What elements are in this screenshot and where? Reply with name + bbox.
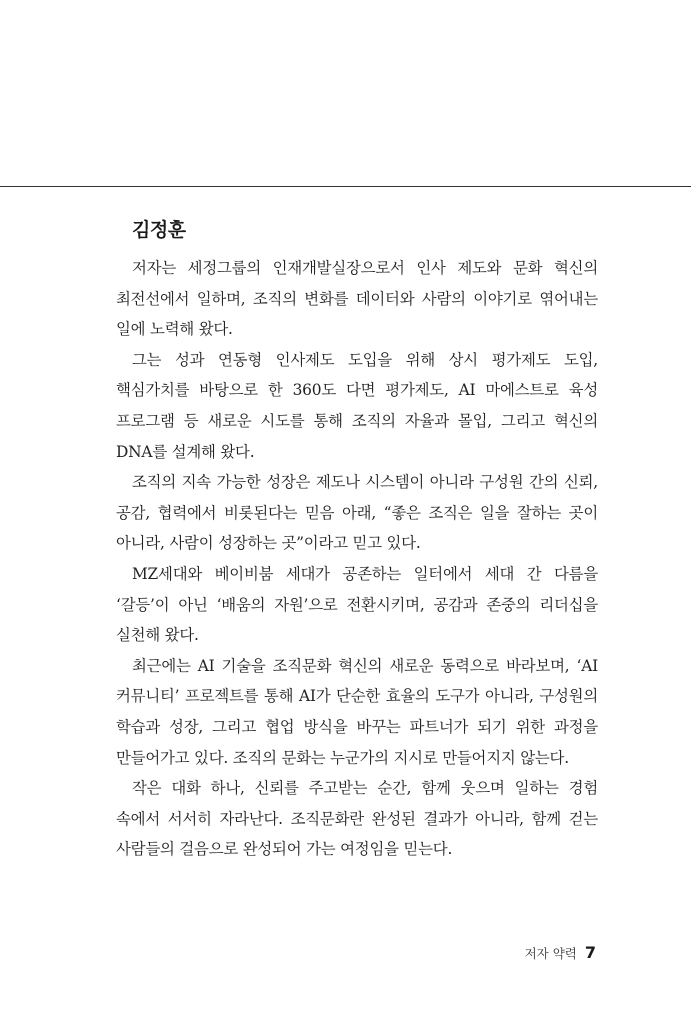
footer-section-label: 저자 약력 — [524, 946, 577, 961]
page-footer — [525, 943, 596, 962]
bio-paragraph-4: MZ세대와 베이비붐 세대가 공존하는 일터에서 세대 간 다름을 ‘갈등’이 아닌 ‘배움의 자원’으로 전환시키며, 공감과 존중의 리더십을 실천해 왔다. — [116, 564, 598, 645]
bio-paragraph-1: 저자는 세정그룹의 인재개발실장으로서 인사 제도와 문화 혁신의 최전선에서 일하며, 조직의 변화를 데이터와 사람의 이야기로 엮어내는 일에 노력해 왔다. — [116, 259, 598, 339]
page-number: 7 — [584, 943, 596, 962]
bio-paragraph-5: 최근에는 AI 기술을 조직문화 혁신의 새로운 동력으로 바라보며, ‘AI 커뮤니티’ 프로젝트를 통해 AI가 단순한 효율의 도구가 아니라, 구성원의 학습과 성장, 그리고 협업 방식을 바꾸는 파트너가 되기 위한 과정을 만들어가고 있다. 조직의 문화는 누군가의 지시로 만들어지지 않는다. — [116, 656, 598, 767]
author-name: 김정훈 — [132, 219, 186, 241]
bio-paragraph-3: 조직의 지속 가능한 성장은 제도나 시스템이 아니라 구성원 간의 신뢰, 공감, 협력에서 비롯된다는 믿음 아래, “좋은 조직은 일을 잘하는 곳이 아니라, 사람이 성장하는 곳”이라고 믿고 있다. — [116, 473, 598, 553]
bio-paragraph-6: 작은 대화 하나, 신뢰를 주고받는 순간, 함께 웃으며 일하는 경험 속에서 서서히 자라난다. 조직문화란 완성된 결과가 아니라, 함께 걷는 사람들의 걸음으로 완성되어 가는 여정임을 믿는다. — [116, 779, 598, 859]
bio-paragraph-2: 그는 성과 연동형 인사제도 도입을 위해 상시 평가제도 도입, 핵심가치를 바탕으로 한 360도 다면 평가제도, AI 마에스트로 육성 프로그램 등 새로운 시도를 통해 조직의 자율과 몰입, 그리고 혁신의 DNA를 설계해 왔다. — [116, 350, 598, 461]
top-divider-line — [0, 186, 691, 187]
author-biography — [116, 253, 598, 865]
